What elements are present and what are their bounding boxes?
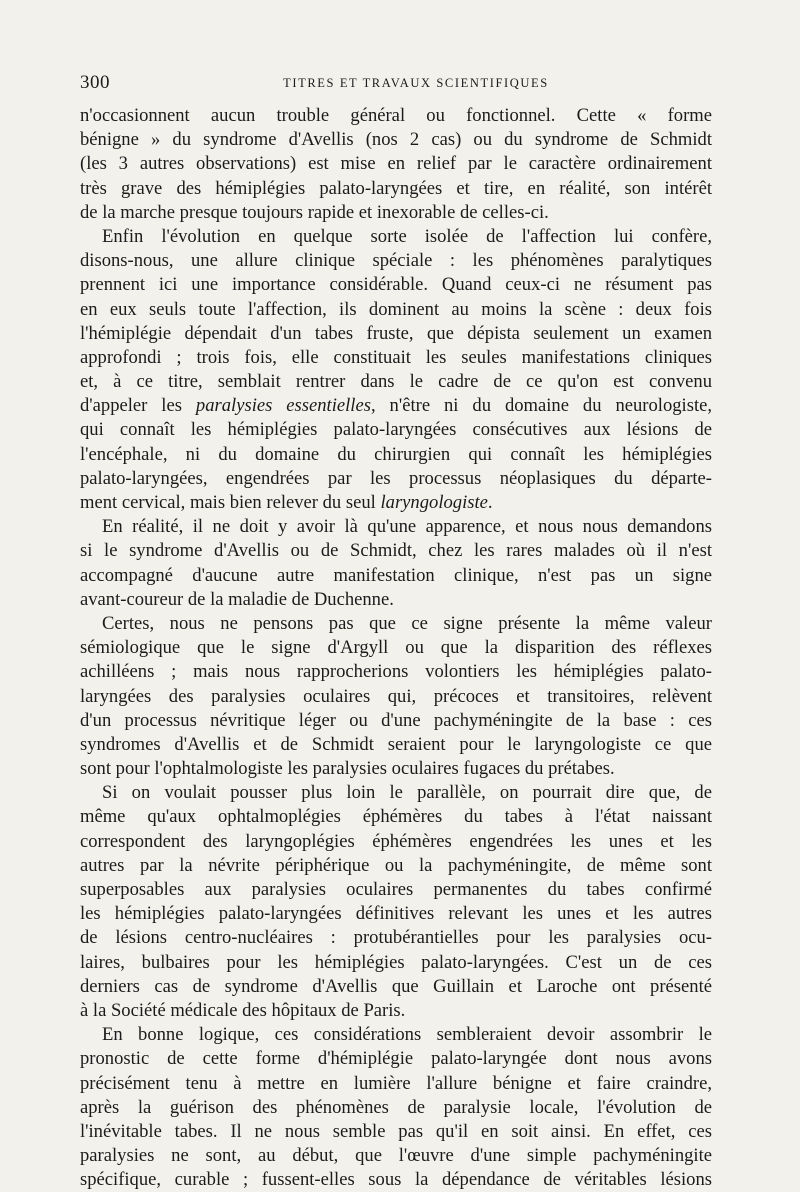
text-line: même qu'aux ophtalmoplégies éphémères du tabes à l'état naissant bbox=[80, 806, 712, 828]
text-segment: , n'être ni du domaine du neurologiste, bbox=[370, 395, 713, 417]
text-line: de la marche presque toujours rapide et inexorable de celles-ci. bbox=[80, 201, 549, 223]
text-line: précisément tenu à mettre en lumière l'allure bénigne et faire craindre, bbox=[80, 1072, 712, 1094]
text-line bbox=[80, 491, 712, 515]
text-line: après la guérison des phénomènes de paralysie locale, l'évolution de bbox=[80, 1096, 712, 1118]
text-line: prennent ici une importance considérable. Quand ceux-ci ne résument pas bbox=[80, 274, 712, 296]
text-line: l'inévitable tabes. Il ne nous semble pas qu'il en soit ainsi. En effet, ces bbox=[80, 1120, 712, 1142]
text-line: Certes, nous ne pensons pas que ce signe présente la même valeur bbox=[102, 612, 712, 634]
text-line bbox=[80, 394, 712, 418]
text-line: paralysies ne sont, au début, que l'œuvre d'une simple pachyméningite bbox=[80, 1145, 712, 1167]
body-text bbox=[80, 104, 712, 1192]
text-line: En bonne logique, ces considérations sembleraient devoir assombrir le bbox=[102, 1024, 712, 1046]
text-segment: ment cervical, mais bien relever du seul bbox=[80, 492, 381, 513]
text-line: si le syndrome d'Avellis ou de Schmidt, chez les rares malades où il n'est bbox=[80, 540, 712, 562]
text-line: d'un processus névritique léger ou d'une pachyméningite de la base : ces bbox=[80, 709, 712, 731]
text-line: superposables aux paralysies oculaires permanentes du tabes confirmé bbox=[80, 879, 712, 900]
text-line: derniers cas de syndrome d'Avellis que Guillain et Laroche ont présenté bbox=[80, 975, 712, 997]
text-line: autres par la névrite périphérique ou la pachyméningite, de même sont bbox=[80, 854, 712, 876]
text-line: achilléens ; mais nous rapprocherions volontiers les hémiplégies palato- bbox=[80, 661, 712, 683]
text-line: laires, bulbaires pour les hémiplégies palato-laryngées. C'est un de ces bbox=[80, 951, 712, 973]
text-line: laryngées des paralysies oculaires qui, précoces et transitoires, relèvent bbox=[80, 685, 712, 707]
text-line: qui connaît les hémiplégies palato-laryngées consécutives aux lésions de bbox=[80, 419, 712, 441]
text-line: accompagné d'aucune autre manifestation clinique, n'est pas un signe bbox=[80, 564, 712, 586]
text-line: pronostic de cette forme d'hémiplégie palato-laryngée dont nous avons bbox=[80, 1048, 712, 1070]
text-line: très grave des hémiplégies palato-laryngées et tire, en réalité, son intérêt bbox=[80, 177, 712, 199]
text-line: de lésions centro-nucléaires : protubérantielles pour les paralysies ocu- bbox=[80, 927, 712, 949]
text-line: palato-laryngées, engendrées par les processus néoplasiques du départe- bbox=[80, 467, 712, 489]
text-line: sont pour l'ophtalmologiste les paralysies oculaires fugaces du prétabes. bbox=[80, 758, 615, 780]
italic-term: paralysies essentielles bbox=[195, 395, 371, 417]
text-line: bénigne » du syndrome d'Avellis (nos 2 cas) ou du syndrome de Schmidt bbox=[80, 129, 712, 151]
text-line: approfondi ; trois fois, elle constituait les seules manifestations cliniques bbox=[80, 346, 712, 368]
page-number: 300 bbox=[80, 72, 110, 93]
text-line: disons-nous, une allure clinique spéciale : les phénomènes paralytiques bbox=[80, 250, 712, 272]
text-line: avant-coureur de la maladie de Duchenne. bbox=[80, 588, 394, 610]
text-line: l'hémiplégie dépendait d'un tabes fruste, que dépista seulement un examen bbox=[80, 322, 712, 344]
text-line: Si on voulait pousser plus loin le parallèle, on pourrait dire que, de bbox=[102, 782, 712, 804]
text-line: Enfin l'évolution en quelque sorte isolée de l'affection lui confère, bbox=[102, 225, 712, 247]
text-line: les hémiplégies palato-laryngées définitives relevant les unes et les autres bbox=[80, 903, 712, 925]
page-header bbox=[80, 72, 712, 96]
text-line: sémiologique que le signe d'Argyll ou que la disparition des réflexes bbox=[80, 637, 712, 659]
text-line: en eux seuls toute l'affection, ils dominent au moins la scène : deux fois bbox=[80, 298, 712, 320]
text-line: correspondent des laryngoplégies éphémères engendrées les unes et les bbox=[80, 830, 712, 852]
text-line: et, à ce titre, semblait rentrer dans le cadre de ce qu'on est convenu bbox=[80, 371, 712, 393]
text-line: syndromes d'Avellis et de Schmidt seraient pour le laryngologiste ce que bbox=[80, 733, 712, 755]
text-line: (les 3 autres observations) est mise en relief par le caractère ordinairement bbox=[80, 153, 712, 175]
text-line: En réalité, il ne doit y avoir là qu'une apparence, et nous nous demandons bbox=[102, 516, 712, 538]
italic-term: laryngologiste bbox=[380, 492, 488, 513]
text-line: à la Société médicale des hôpitaux de Paris. bbox=[80, 999, 406, 1021]
text-line: l'encéphale, ni du domaine du chirurgien qui connaît les hémiplégies bbox=[80, 443, 712, 465]
text-line: spécifique, curable ; fussent-elles sous la dépendance de véritables lésions bbox=[80, 1169, 712, 1191]
text-segment: d'appeler les bbox=[80, 395, 196, 417]
text-line: n'occasionnent aucun trouble général ou fonctionnel. Cette « forme bbox=[80, 105, 712, 126]
running-title: TITRES ET TRAVAUX SCIENTIFIQUES bbox=[283, 76, 549, 90]
text-segment: . bbox=[487, 492, 493, 513]
